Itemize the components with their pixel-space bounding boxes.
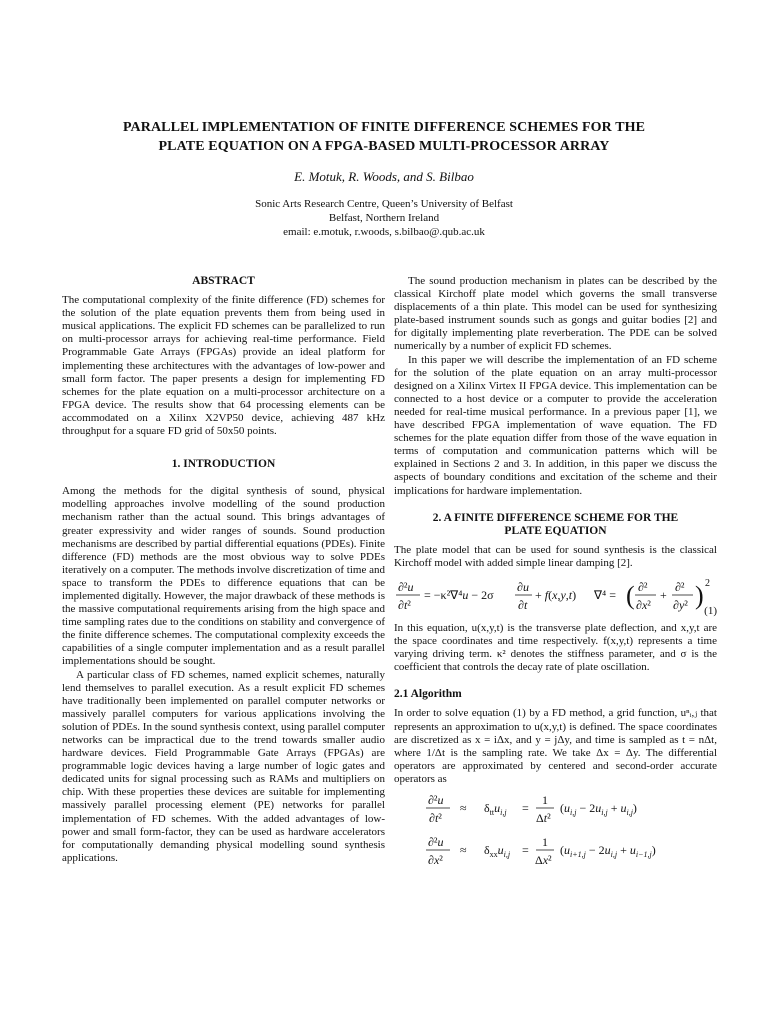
svg-text:∂u: ∂u xyxy=(517,579,529,594)
svg-text:∂²: ∂² xyxy=(675,579,685,594)
svg-text:1: 1 xyxy=(542,835,548,849)
section-2-heading xyxy=(394,512,717,538)
author-list: E. Motuk, R. Woods, and S. Bilbao xyxy=(294,169,474,184)
difference-operator-equations xyxy=(394,790,717,872)
plate-equation-formula xyxy=(394,574,717,620)
svg-text:Δt²: Δt² xyxy=(536,811,551,825)
title-line-1: PARALLEL IMPLEMENTATION OF FINITE DIFFERENCE SCHEMES FOR THE xyxy=(122,120,646,135)
affiliation-email: email: e.motuk, r.woods, s.bilbao@.qub.ac.uk xyxy=(283,226,485,238)
svg-text:Δx²: Δx² xyxy=(535,853,552,867)
svg-text:∂²u: ∂²u xyxy=(428,835,444,849)
abstract-text: The computational complexity of the finite difference (FD) schemes for the solution of the plate equation prevents them from being used in musical applications. The explicit FD schemes can be parallelized to run on multi-processor arrays for achieving real-time performance. Field Programmable Gate Arrays (FPGAs) provide an ideal platform for implementing these architectures with the advantages of low-power and small form factor. The paper presents a design for implementing FD schemes for the plate equation on a multi-processor architecture on a FPGA device. The results show that 64 processing elements can be accommodated on a Xilinx X2VP50 device, achieving 487 kHz throughput for a square FD grid of 50x50 points. xyxy=(62,294,385,438)
affiliation-line-2: Belfast, Northern Ireland xyxy=(328,212,440,224)
paper-overview-paragraph: In this paper we will describe the implementation of an FD scheme for the solution of the plate equation on an array multi-processor designed on a Xilinx Virtex II FPGA device. This implementation can be connected to a host device or a computer to provide the acceleration needed for real-time musical performance. In a previous paper [1], we have described FPGA implementation of wave equation. The FD schemes for the plate equation differ from those of the wave equation in terms of computation and communication patterns which will be explained in Sections 2 and 3. In addition, in this paper we discuss the aspects of boundary conditions and excitation of the scheme and their implications for hardware implementation. xyxy=(394,353,717,497)
svg-text:(: ( xyxy=(626,580,635,610)
svg-text:∂²u: ∂²u xyxy=(428,793,444,807)
abstract-heading: ABSTRACT xyxy=(192,275,255,287)
svg-text:δttui,j: $\delta_{tt}u_{i,j}$ xyxy=(484,801,507,817)
affiliation-line-1: Sonic Arts Research Centre, Queen’s University of Belfast xyxy=(255,198,513,210)
svg-text:≈: ≈ xyxy=(460,843,467,857)
equation-description: In this equation, u(x,y,t) is the transverse plate deflection, and x,y,t are the space coordinates and time respectively. f(x,y,t) represents a time varying driving term. κ² denotes the stiffness parameter, and σ is the coefficient that controls the decay rate of plate oscillation. xyxy=(394,621,717,674)
svg-text:=: = xyxy=(522,801,529,815)
svg-text:∂t²: ∂t² xyxy=(429,811,442,825)
introduction-heading: 1. INTRODUCTION xyxy=(171,458,276,471)
svg-text:∂y²: ∂y² xyxy=(673,597,688,612)
section-2-heading-line-1: 2. A FINITE DIFFERENCE SCHEME FOR THE xyxy=(432,511,679,524)
eq-numerator: ∂²u xyxy=(398,579,414,594)
svg-text:≈: ≈ xyxy=(460,801,467,815)
section-2-heading-line-2: PLATE EQUATION xyxy=(504,524,607,537)
subsection-2-1-heading: 2.1 Algorithm xyxy=(394,688,462,701)
svg-text:∇⁴ =: ∇⁴ = xyxy=(594,587,616,602)
left-column xyxy=(62,275,385,865)
svg-text:+: + xyxy=(660,587,667,602)
svg-text:1: 1 xyxy=(542,793,548,807)
paper-title xyxy=(40,118,728,156)
introduction-paragraph-1: Among the methods for the digital synthesis of sound, physical modelling approaches involve modelling of the sound production mechanism rather than the actual sound. This brings advantages of greater expressivity and wider ranges of sounds. Sound production mechanisms are described by partial differential equations (PDEs). Finite difference (FD) methods are the most obvious way to solve PDEs iteratively on a computer. The methods involve discretization of time and space to transform the PDEs to difference equations that can be implemented digitally. However, the major drawback of these methods is the massive computational requirements arising from the high space and time sampling rates due to the conditions on stability and convergence of the finite difference schemes. The computational complexity exceeds the capabilities of a single computer implementation and as a result parallel implementations should be sought. xyxy=(62,485,385,668)
svg-text:∂x²: ∂x² xyxy=(428,853,443,867)
svg-text:=: = xyxy=(522,843,529,857)
equation-1 xyxy=(394,574,717,620)
right-column xyxy=(394,275,717,872)
title-line-2: PLATE EQUATION ON A FPGA-BASED MULTI-PROCESSOR ARRAY xyxy=(158,139,610,154)
algorithm-paragraph: In order to solve equation (1) by a FD method, a grid function, uⁿᵢ,ⱼ that represents an approximation to u(x,y,t) is defined. The space coordinates are discretized as x = iΔx, and y = jΔy, and time is sampled as t = nΔt, where 1/Δt is the sampling rate. We take Δx = Δy. The differential operators are approximated by centered and second-order accurate operators as xyxy=(394,707,717,785)
svg-text:δxxui,j: $\delta_{xx}u_{i,j}$ xyxy=(484,843,511,859)
svg-text:∂t: ∂t xyxy=(518,597,528,612)
svg-text:(ui+1,j − 2ui,j + ui−1,j): $(u_{i+1,j} - 2u_{i,j} + u_{i-1,j})$ xyxy=(560,843,656,859)
svg-text:∂x²: ∂x² xyxy=(636,597,651,612)
svg-text:(ui,j − 2ui,j + ui,j): $(u_{i,j} - 2u_{i,j} + u_{i,j})$ xyxy=(560,801,637,817)
equation-number: (1) xyxy=(704,604,717,617)
plate-model-paragraph: The sound production mechanism in plates can be described by the classical Kirchoff plate model which governs the small transverse displacements of a thin plate. This model can be used for synthesizing plate-based instrument sounds such as gongs and guitar bodies [2] and for digitally implementing plate reverberation. The PDE can be solved numerically by a number of explicit FD schemes. xyxy=(394,275,717,353)
svg-text:): ) xyxy=(695,580,704,610)
section-2-intro: The plate model that can be used for sound synthesis is the classical Kirchoff model with added simple linear damping [2]. xyxy=(394,543,717,569)
svg-text:2: 2 xyxy=(705,577,710,589)
svg-text:∂²: ∂² xyxy=(638,579,648,594)
eq-denominator: ∂t² xyxy=(398,597,411,612)
affiliation-block xyxy=(0,197,768,239)
introduction-paragraph-2: A particular class of FD schemes, named explicit schemes, naturally lend themselves to parallel execution. As a result explicit FD schemes have traditionally been implemented on parallel computer networks or massively parallel computers for various applications involving the solution of PDEs. In the sound synthesis context, using parallel computer networks can be impractical due to the trend towards smaller audio hardware devices. Field Programmable Gate Arrays (FPGAs) are programmable logic devices having a large number of logic gates and dedicated units for signal processing such as RAMs and multipliers on chip. With these properties these devices are suitable for implementing massively parallel processing element (PE) networks for parallel implementation of FD schemes. With the added advantages of low-power and small form-factor, they can be used as hardware accelerators for computationally demanding physical modelling sound synthesis applications. xyxy=(62,668,385,864)
svg-text:+ f(x,y,t): + f(x,y,t) xyxy=(535,587,577,602)
eq-rhs: = −κ²∇⁴u − 2σ xyxy=(424,587,494,602)
